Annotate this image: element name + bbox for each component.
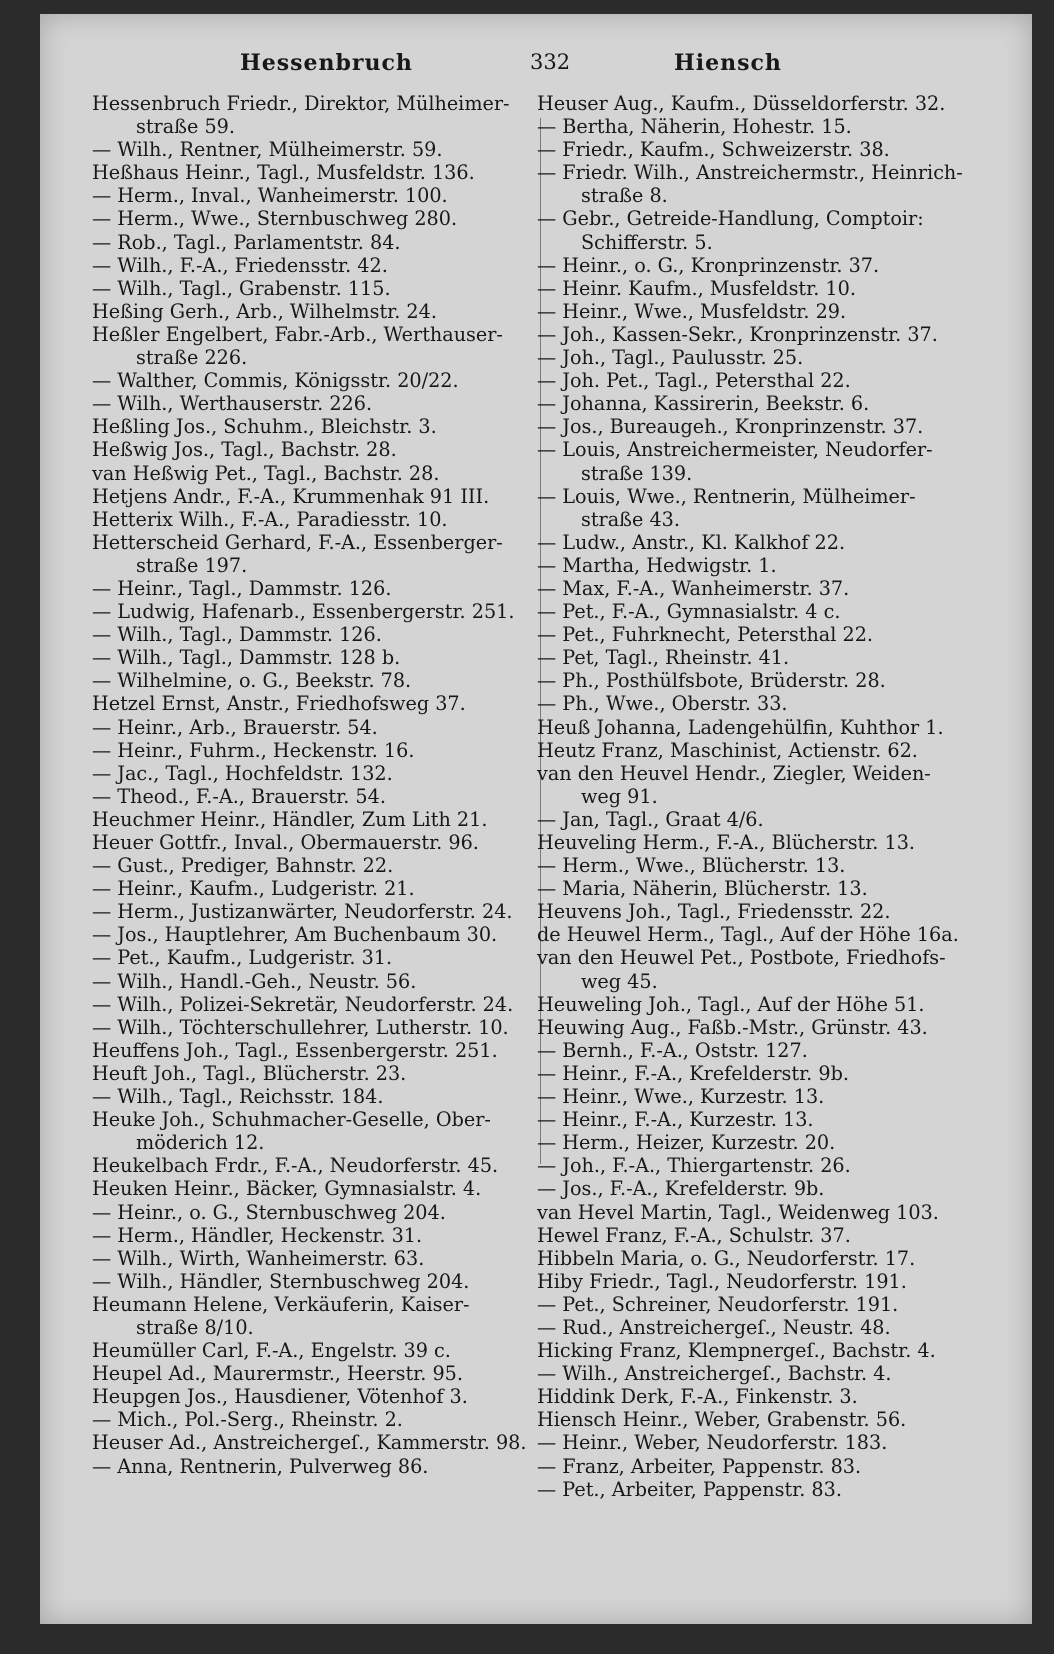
directory-entry: — Jos., Hauptlehrer, Am Buchenbaum 30.: [92, 923, 498, 947]
directory-entry: Hetzel Ernst, Anstr., Friedhofsweg 37.: [92, 692, 466, 716]
directory-entry: Heupel Ad., Maurermstr., Heerstr. 95.: [92, 1362, 463, 1386]
directory-entry: Hetterix Wilh., F.-A., Paradiesstr. 10.: [92, 507, 448, 531]
directory-entry: — Wilh., Werthauserstr. 226.: [92, 392, 373, 416]
directory-entry: — Ph., Wwe., Oberstr. 33.: [537, 692, 788, 716]
directory-entry: — Heinr., o. G., Kronprinzenstr. 37.: [537, 253, 880, 277]
directory-entry: straße 8.: [581, 184, 668, 208]
directory-entry: — Pet., Arbeiter, Pappenstr. 83.: [537, 1477, 842, 1501]
directory-entry: Heumüller Carl, F.-A., Engelstr. 39 c.: [92, 1339, 451, 1363]
directory-entry: — Pet., Kaufm., Ludgeristr. 31.: [92, 946, 393, 970]
right-column: [537, 92, 982, 1501]
directory-entry: — Heinr., Tagl., Dammstr. 126.: [92, 576, 392, 600]
directory-entry: Heumann Helene, Verkäuferin, Kaiser-: [92, 1292, 470, 1316]
directory-entry: Heuer Gottfr., Inval., Obermauerstr. 96.: [92, 831, 479, 854]
directory-entry: — Ph., Posthülfsbote, Brüderstr. 28.: [537, 669, 886, 693]
directory-entry: — Pet, Tagl., Rheinstr. 41.: [537, 646, 790, 670]
directory-entry: — Herm., Händler, Heckenstr. 31.: [92, 1223, 423, 1247]
directory-entry: Hessenbruch Friedr., Direktor, Mülheimer-: [92, 92, 510, 115]
directory-entry: möderich 12.: [136, 1131, 265, 1155]
directory-entry: — Heinr., Kaufm., Ludgeristr. 21.: [92, 877, 415, 901]
directory-entry: — Wilhelmine, o. G., Beekstr. 78.: [92, 669, 412, 693]
directory-entry: Heuchmer Heinr., Händler, Zum Lith 21.: [92, 807, 488, 831]
directory-entry: de Heuwel Herm., Tagl., Auf der Höhe 16a.: [537, 923, 959, 947]
directory-entry: Heuft Joh., Tagl., Blücherstr. 23.: [92, 1061, 407, 1085]
directory-entry: — Heinr., Fuhrm., Heckenstr. 16.: [92, 738, 415, 762]
directory-entry: Hiensch Heinr., Weber, Grabenstr. 56.: [537, 1408, 907, 1432]
directory-entry: — Wilh., Wirth, Wanheimerstr. 63.: [92, 1246, 425, 1270]
directory-entry: — Wilh., Töchterschullehrer, Lutherstr. 10.: [92, 1015, 509, 1039]
directory-entry: — Wilh., Polizei-Sekretär, Neudorferstr. 24.: [92, 992, 514, 1016]
directory-entry: — Pet., Schreiner, Neudorferstr. 191.: [537, 1292, 899, 1316]
directory-entry: — Jac., Tagl., Hochfeldstr. 132.: [92, 761, 393, 785]
directory-entry: — Pet., F.-A., Gymnasialstr. 4 c.: [537, 600, 841, 624]
directory-entry: — Herm., Heizer, Kurzestr. 20.: [537, 1131, 836, 1155]
directory-entry: Heukelbach Frdr., F.-A., Neudorferstr. 45.: [92, 1154, 499, 1178]
directory-entry: Hibbeln Maria, o. G., Neudorferstr. 17.: [537, 1246, 916, 1270]
directory-entry: Heßhaus Heinr., Tagl., Musfeldstr. 136.: [92, 161, 475, 185]
directory-entry: — Heinr., Arb., Brauerstr. 54.: [92, 715, 378, 739]
directory-entry: Heuvens Joh., Tagl., Friedensstr. 22.: [537, 900, 891, 924]
directory-entry: Heuser Aug., Kaufm., Düsseldorferstr. 32.: [537, 92, 946, 115]
directory-entry: — Walther, Commis, Königsstr. 20/22.: [92, 369, 459, 393]
directory-entry: — Joh., Kassen-Sekr., Kronprinzenstr. 37.: [537, 322, 938, 346]
directory-entry: — Jan, Tagl., Graat 4/6.: [537, 807, 764, 831]
directory-entry: — Rob., Tagl., Parlamentstr. 84.: [92, 230, 401, 254]
directory-entry: — Wilh., Rentner, Mülheimerstr. 59.: [92, 138, 443, 162]
directory-entry: — Heinr., o. G., Sternbuschweg 204.: [92, 1200, 446, 1224]
directory-entry: — Wilh., Handl.-Geh., Neustr. 56.: [92, 969, 417, 993]
directory-entry: van Hevel Martin, Tagl., Weidenweg 103.: [537, 1200, 939, 1224]
directory-entry: Heuweling Joh., Tagl., Auf der Höhe 51.: [537, 992, 925, 1016]
directory-entry: — Friedr., Kaufm., Schweizerstr. 38.: [537, 138, 890, 162]
directory-entry: Hicking Franz, Klempnergeſ., Bachstr. 4.: [537, 1339, 936, 1363]
page-number: 332: [530, 50, 571, 74]
directory-entry: — Jos., F.-A., Krefelderstr. 9b.: [537, 1177, 825, 1201]
directory-entry: Heuß Johanna, Ladengehülfin, Kuhthor 1.: [537, 715, 944, 739]
directory-entry: — Herm., Justizanwärter, Neudorferstr. 24.: [92, 900, 513, 924]
directory-entry: — Louis, Wwe., Rentnerin, Mülheimer-: [537, 484, 916, 508]
left-column: [92, 92, 537, 1478]
directory-entry: — Wilh., Tagl., Grabenstr. 115.: [92, 276, 391, 300]
directory-entry: Heutz Franz, Maschinist, Actienstr. 62.: [537, 738, 918, 762]
directory-entry: Heuke Joh., Schuhmacher-Geselle, Ober-: [92, 1108, 491, 1132]
directory-entry: van Heßwig Pet., Tagl., Bachstr. 28.: [92, 461, 440, 485]
directory-entry: weg 45.: [581, 969, 658, 993]
running-header-right: Hiensch: [674, 50, 782, 76]
directory-entry: — Herm., Inval., Wanheimerstr. 100.: [92, 184, 448, 208]
directory-entry: straße 197.: [136, 553, 248, 577]
directory-entry: — Wilh., Tagl., Reichsstr. 184.: [92, 1085, 384, 1109]
directory-entry: — Herm., Wwe., Blücherstr. 13.: [537, 854, 846, 878]
directory-entry: — Heinr., Wwe., Musfeldstr. 29.: [537, 299, 847, 323]
directory-entry: — Heinr., F.-A., Kurzestr. 13.: [537, 1108, 814, 1132]
directory-entry: — Jos., Bureaugeh., Kronprinzenstr. 37.: [537, 415, 924, 439]
directory-entry: Heßling Jos., Schuhm., Bleichstr. 3.: [92, 415, 437, 439]
directory-entry: straße 226.: [136, 346, 248, 370]
directory-entry: — Heinr. Kaufm., Musfeldstr. 10.: [537, 276, 856, 300]
directory-entry: van den Heuvel Hendr., Ziegler, Weiden-: [537, 761, 931, 785]
directory-entry: Heuser Ad., Anstreichergeſ., Kammerstr. 98.: [92, 1431, 527, 1455]
directory-entry: Hiddink Derk, F.-A., Finkenstr. 3.: [537, 1385, 858, 1409]
directory-entry: Schifferstr. 5.: [581, 230, 713, 254]
directory-entry: — Gust., Prediger, Bahnstr. 22.: [92, 854, 394, 878]
directory-entry: weg 91.: [581, 784, 658, 808]
directory-entry: straße 8/10.: [136, 1315, 254, 1339]
directory-entry: — Max, F.-A., Wanheimerstr. 37.: [537, 576, 850, 600]
directory-entry: Heuwing Aug., Faßb.-Mstr., Grünstr. 43.: [537, 1015, 928, 1039]
directory-entry: — Johanna, Kassirerin, Beekstr. 6.: [537, 392, 870, 416]
directory-entry: — Joh., Tagl., Paulusstr. 25.: [537, 346, 804, 370]
directory-entry: — Theod., F.-A., Brauerstr. 54.: [92, 784, 386, 808]
directory-entry: — Maria, Näherin, Blücherstr. 13.: [537, 877, 868, 901]
directory-entry: — Heinr., Wwe., Kurzestr. 13.: [537, 1085, 825, 1109]
directory-entry: Hiby Friedr., Tagl., Neudorferstr. 191.: [537, 1269, 907, 1293]
directory-entry: — Wilh., Tagl., Dammstr. 126.: [92, 623, 382, 647]
directory-entry: — Herm., Wwe., Sternbuschweg 280.: [92, 207, 458, 231]
directory-entry: — Heinr., Weber, Neudorferstr. 183.: [537, 1431, 888, 1455]
directory-entry: — Martha, Hedwigstr. 1.: [537, 553, 777, 577]
directory-entry: — Wilh., Tagl., Dammstr. 128 b.: [92, 646, 401, 670]
directory-entry: Heuffens Joh., Tagl., Essenbergerstr. 251.: [92, 1038, 498, 1062]
directory-entry: — Friedr. Wilh., Anstreichermstr., Heinrich-: [537, 161, 963, 185]
directory-entry: — Ludwig, Hafenarb., Essenbergerstr. 251.: [92, 600, 515, 624]
directory-entry: Heuveling Herm., F.-A., Blücherstr. 13.: [537, 831, 916, 854]
directory-entry: — Joh., F.-A., Thiergartenstr. 26.: [537, 1154, 851, 1178]
directory-entry: straße 59.: [136, 115, 235, 139]
directory-entry: — Ludw., Anstr., Kl. Kalkhof 22.: [537, 530, 846, 554]
directory-entry: — Louis, Anstreichermeister, Neudorfer-: [537, 438, 933, 462]
directory-entry: Hetterscheid Gerhard, F.-A., Essenberger-: [92, 530, 503, 554]
directory-entry: Heupgen Jos., Hausdiener, Vötenhof 3.: [92, 1385, 468, 1409]
directory-entry: Heßwig Jos., Tagl., Bachstr. 28.: [92, 438, 397, 462]
directory-entry: — Bertha, Näherin, Hohestr. 15.: [537, 115, 852, 139]
directory-entry: — Pet., Fuhrknecht, Petersthal 22.: [537, 623, 873, 647]
directory-entry: Hewel Franz, F.-A., Schulstr. 37.: [537, 1223, 851, 1247]
directory-entry: — Wilh., Anstreichergeſ., Bachstr. 4.: [537, 1362, 892, 1386]
directory-entry: Hetjens Andr., F.-A., Krummenhak 91 III.: [92, 484, 490, 508]
directory-entry: van den Heuwel Pet., Postbote, Friedhofs-: [537, 946, 946, 970]
directory-entry: — Anna, Rentnerin, Pulverweg 86.: [92, 1454, 429, 1478]
directory-entry: Heßing Gerh., Arb., Wilhelmstr. 24.: [92, 299, 437, 323]
directory-entry: Heuken Heinr., Bäcker, Gymnasialstr. 4.: [92, 1177, 482, 1201]
directory-entry: — Gebr., Getreide-Handlung, Comptoir:: [537, 207, 924, 231]
directory-entry: — Heinr., F.-A., Krefelderstr. 9b.: [537, 1061, 849, 1085]
running-header-left: Hessenbruch: [240, 50, 413, 76]
directory-entry: straße 139.: [581, 461, 693, 485]
directory-entry: — Mich., Pol.-Serg., Rheinstr. 2.: [92, 1408, 403, 1432]
directory-entry: Heßler Engelbert, Fabr.-Arb., Werthauser-: [92, 322, 503, 346]
directory-page: [40, 14, 1032, 1624]
directory-entry: — Wilh., F.-A., Friedensstr. 42.: [92, 253, 388, 277]
directory-entry: straße 43.: [581, 507, 680, 531]
directory-entry: — Franz, Arbeiter, Pappenstr. 83.: [537, 1454, 862, 1478]
directory-entry: — Bernh., F.-A., Oststr. 127.: [537, 1038, 808, 1062]
directory-entry: — Joh. Pet., Tagl., Petersthal 22.: [537, 369, 851, 393]
directory-entry: — Rud., Anstreichergeſ., Neustr. 48.: [537, 1315, 891, 1339]
directory-entry: — Wilh., Händler, Sternbuschweg 204.: [92, 1269, 470, 1293]
